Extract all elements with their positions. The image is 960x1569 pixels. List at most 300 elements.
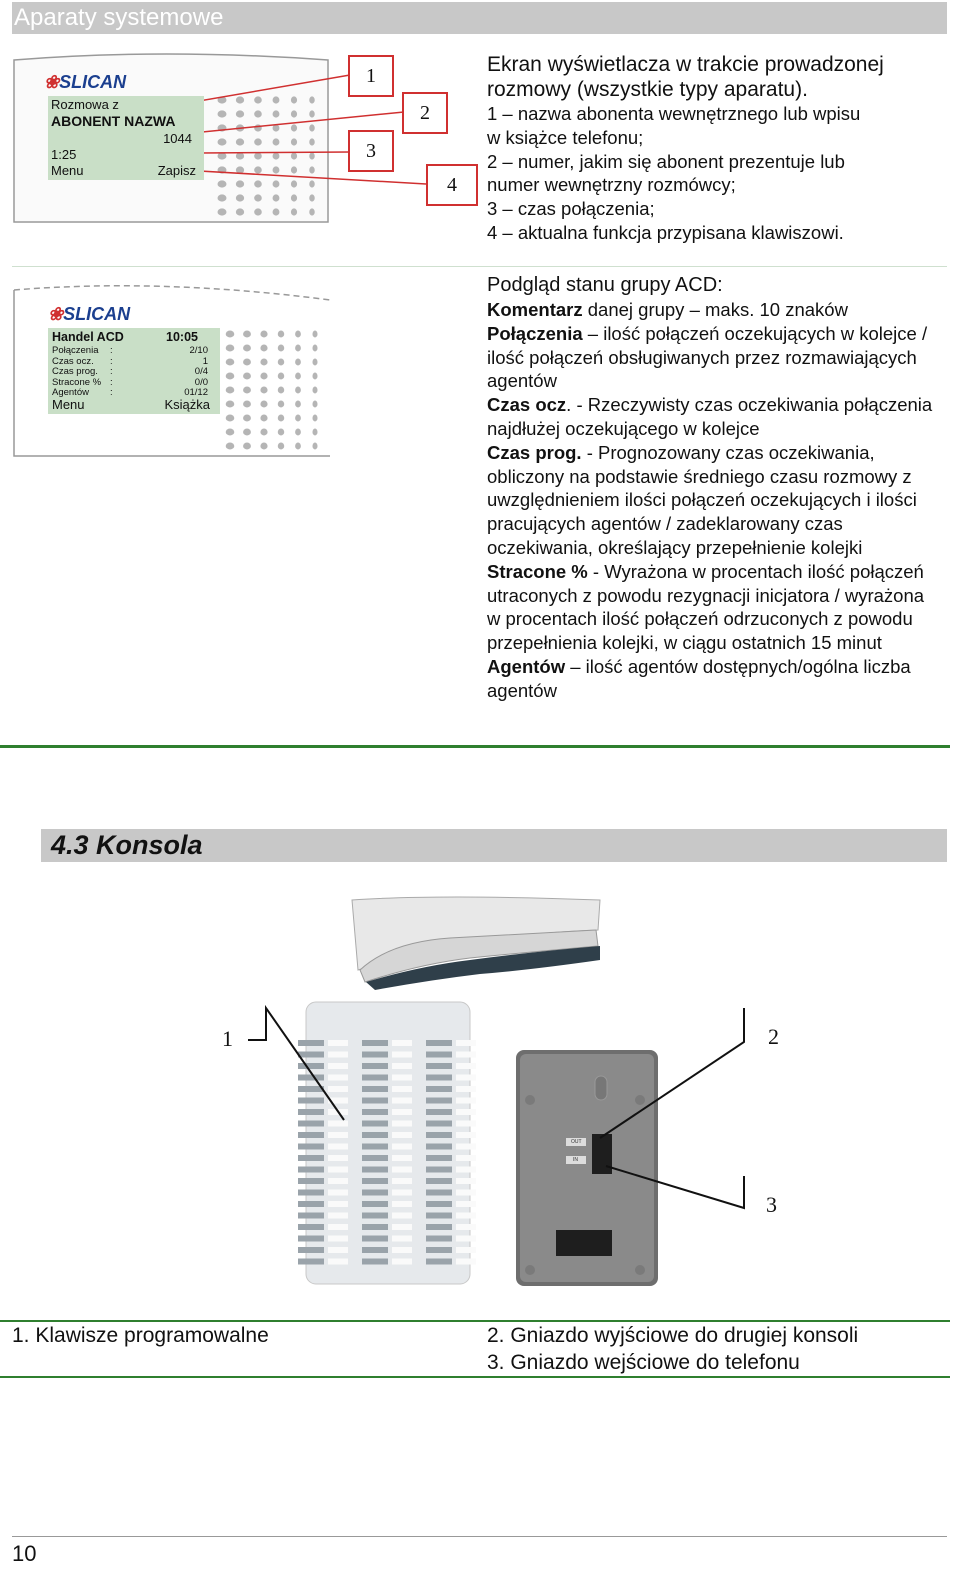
console-key — [298, 1098, 324, 1104]
description-2 — [487, 272, 937, 703]
console-key-label — [328, 1086, 348, 1092]
legend-item-1: 1. Klawisze programowalne — [12, 1324, 269, 1347]
console-key-label — [456, 1213, 476, 1219]
console-key-label — [328, 1040, 348, 1046]
console-key-label — [328, 1075, 348, 1081]
lcd-row-label: Agentów — [52, 387, 89, 398]
callout-2: 2 — [402, 92, 448, 134]
console-key — [426, 1098, 452, 1104]
description-1 — [487, 52, 947, 245]
lcd-row-value: 0/4 — [194, 366, 208, 377]
keypad-dot — [254, 180, 262, 187]
callout-4: 4 — [426, 164, 478, 206]
keypad-dot — [260, 443, 267, 450]
keypad-dot — [254, 110, 262, 117]
lcd-left-key: Menu — [51, 163, 84, 178]
lcd-title: Handel ACD — [52, 330, 124, 344]
console-key — [298, 1075, 324, 1081]
keypad-dot — [243, 373, 251, 380]
keypad-dot — [243, 331, 251, 338]
console-key — [362, 1178, 388, 1184]
keypad-dot — [295, 345, 301, 352]
console-key-label — [456, 1236, 476, 1242]
desc2-term: Stracone % — [487, 560, 588, 582]
desc2-item — [487, 298, 937, 322]
keypad-dot — [312, 401, 317, 408]
keypad-dot — [291, 166, 297, 173]
desc2-text: danej grupy – maks. 10 znaków — [582, 299, 848, 320]
brand-text: SLICAN — [63, 304, 131, 324]
keypad-dot — [295, 415, 301, 422]
console-key — [362, 1247, 388, 1253]
keypad-dot — [226, 359, 235, 366]
console-key-label — [392, 1213, 412, 1219]
keypad-dot — [254, 152, 262, 159]
console-key — [298, 1259, 324, 1265]
console-key-label — [328, 1190, 348, 1196]
console-key — [362, 1190, 388, 1196]
fig-label-3: 3 — [766, 1192, 777, 1217]
console-key — [426, 1075, 452, 1081]
console-key — [426, 1063, 452, 1069]
desc2-term: Komentarz — [487, 299, 583, 320]
logo-icon: ❀ — [44, 72, 60, 92]
keypad-dot — [312, 387, 317, 394]
keypad-dot — [295, 359, 301, 366]
keypad-dot — [273, 96, 280, 103]
console-key-label — [456, 1247, 476, 1253]
console-key — [298, 1224, 324, 1230]
console-key-label — [456, 1167, 476, 1173]
console-key — [426, 1259, 452, 1265]
section-bar — [41, 829, 947, 862]
console-key — [426, 1247, 452, 1253]
console-key — [362, 1040, 388, 1046]
console-key — [298, 1063, 324, 1069]
desc2-term: Połączenia — [487, 322, 583, 344]
keypad-dot — [273, 110, 280, 117]
console-key-label — [392, 1063, 412, 1069]
console-key-label — [392, 1075, 412, 1081]
keypad-dot — [278, 429, 285, 436]
console-key — [426, 1178, 452, 1184]
legend-item-2: 2. Gniazdo wyjściowe do drugiej konsoli — [487, 1324, 859, 1347]
desc2-text: . - Rzeczywisty czas oczekiwania połączenia najdłużej oczekującego w kolejce — [487, 394, 933, 439]
console-key-label — [392, 1086, 412, 1092]
brand-text: SLICAN — [59, 72, 127, 92]
console-key-label — [456, 1040, 476, 1046]
console-key — [426, 1086, 452, 1092]
console-key-label — [392, 1052, 412, 1058]
keypad-dot — [291, 194, 297, 201]
keypad-dot — [260, 373, 267, 380]
console-key — [362, 1155, 388, 1161]
keypad-dot — [260, 359, 267, 366]
brand-logo-2 — [48, 304, 130, 325]
desc2-item — [487, 393, 937, 441]
keypad-dot — [243, 345, 251, 352]
console-key-label — [392, 1236, 412, 1242]
console-key — [362, 1132, 388, 1138]
console-key — [362, 1236, 388, 1242]
console-key-label — [328, 1259, 348, 1265]
lcd-time: 10:05 — [166, 330, 198, 344]
console-figure — [200, 890, 800, 1290]
console-key-label — [392, 1109, 412, 1115]
console-key — [298, 1201, 324, 1207]
desc2-text: - Prognozowany czas oczekiwania, obliczony na podstawie średniego czasu rozmowy z uwzględnieniem ilości połączeń oczekujących i ilości pracujących agentów / zadeklarowany czas oczekiwania, określający przepełnienie kolejki — [487, 441, 917, 558]
console-key-label — [456, 1144, 476, 1150]
keypad-dot — [309, 138, 315, 145]
keypad-dot — [295, 387, 301, 394]
console-key — [298, 1144, 324, 1150]
keypad-dot — [226, 401, 235, 408]
console-key-label — [456, 1178, 476, 1184]
callout-3: 3 — [348, 130, 394, 172]
console-key — [362, 1052, 388, 1058]
lcd-screen-2 — [48, 328, 220, 414]
console-key — [426, 1109, 452, 1115]
keypad-dot — [312, 443, 317, 450]
console-key-label — [392, 1247, 412, 1253]
console-key-label — [328, 1063, 348, 1069]
console-key — [426, 1190, 452, 1196]
console-key — [426, 1155, 452, 1161]
keypad-dot — [273, 152, 280, 159]
keypad-dot — [218, 194, 227, 201]
console-key-label — [328, 1155, 348, 1161]
console-key-label — [456, 1121, 476, 1127]
keypad-dot — [260, 415, 267, 422]
console-key-label — [392, 1155, 412, 1161]
keypad-dot — [309, 96, 315, 103]
keypad-dot — [236, 138, 244, 145]
keypad-dot — [278, 387, 285, 394]
console-key — [426, 1040, 452, 1046]
desc1-line: 3 – czas połączenia; — [487, 198, 655, 220]
keypad-dot — [278, 401, 285, 408]
console-key-label — [328, 1178, 348, 1184]
console-key-label — [328, 1167, 348, 1173]
header-bar — [12, 2, 947, 34]
logo-icon: ❀ — [48, 304, 64, 324]
console-key-label — [456, 1224, 476, 1230]
keypad-dot — [236, 110, 244, 117]
console-key-label — [328, 1144, 348, 1150]
green-rule-3 — [0, 1376, 950, 1378]
console-key-label — [392, 1098, 412, 1104]
keypad-dot — [254, 166, 262, 173]
lcd-row-value: 01/12 — [184, 387, 208, 398]
desc1-line: Ekran wyświetlacza w trakcie prowadzonej — [487, 53, 884, 76]
console-key-label — [328, 1213, 348, 1219]
console-key-label — [392, 1144, 412, 1150]
keypad-dot — [260, 331, 267, 338]
console-key — [426, 1121, 452, 1127]
lcd-row-label: Czas prog. — [52, 366, 98, 377]
keypad-dot — [312, 331, 317, 338]
console-key — [362, 1109, 388, 1115]
console-key — [298, 1236, 324, 1242]
desc2-heading: Podgląd stanu grupy ACD: — [487, 274, 723, 296]
keypad-dot — [218, 110, 227, 117]
console-key — [362, 1167, 388, 1173]
desc2-term: Czas ocz — [487, 394, 567, 416]
console-key-label — [392, 1259, 412, 1265]
desc2-term: Agentów — [487, 655, 566, 677]
console-key-label — [392, 1178, 412, 1184]
keypad-dot — [309, 194, 315, 201]
keypad-dot — [312, 373, 317, 380]
lcd-row-sep: : — [110, 376, 113, 388]
port-out-label: OUT — [571, 1139, 582, 1145]
desc1-line: w książce telefonu; — [487, 126, 644, 148]
lcd-line-2: ABONENT NAZWA — [51, 113, 176, 129]
console-key — [298, 1247, 324, 1253]
console-key — [426, 1052, 452, 1058]
port-in-label: IN — [573, 1157, 578, 1163]
lcd-row-value: 1 — [202, 355, 208, 367]
console-key — [362, 1201, 388, 1207]
green-rule-2 — [0, 1320, 950, 1322]
keypad-dot — [295, 443, 301, 450]
console-key-label — [456, 1259, 476, 1265]
lcd-row-label: Połączenia — [52, 345, 99, 356]
desc1-line: rozmowy (wszystkie typy aparatu). — [487, 78, 808, 101]
keypad-dot — [254, 208, 262, 215]
lcd-row-sep: : — [110, 355, 113, 367]
phone-display-figure-1 — [12, 50, 482, 230]
console-key-label — [456, 1132, 476, 1138]
console-key — [426, 1201, 452, 1207]
console-key — [362, 1086, 388, 1092]
console-key-label — [392, 1224, 412, 1230]
keypad-dot — [312, 345, 317, 352]
console-key-label — [328, 1052, 348, 1058]
keypad-dot — [260, 345, 267, 352]
console-key-label — [456, 1155, 476, 1161]
keypad-dot — [226, 443, 235, 450]
keypad-dot — [312, 359, 317, 366]
keypad-dot — [236, 208, 244, 215]
console-key-label — [456, 1098, 476, 1104]
keypad-dot — [278, 373, 285, 380]
keypad-dot — [278, 415, 285, 422]
keypad-dot — [218, 138, 227, 145]
console-key — [362, 1063, 388, 1069]
console-key-label — [328, 1132, 348, 1138]
console-key-label — [456, 1052, 476, 1058]
console-key — [298, 1040, 324, 1046]
console-key — [426, 1132, 452, 1138]
console-key — [362, 1121, 388, 1127]
keypad-dot — [273, 180, 280, 187]
console-key — [298, 1190, 324, 1196]
keypad-dot — [291, 96, 297, 103]
keypad-dot — [291, 152, 297, 159]
desc2-item — [487, 655, 937, 703]
lcd-row-sep: : — [110, 345, 113, 356]
keypad-dot — [291, 110, 297, 117]
console-key — [298, 1121, 324, 1127]
keypad-dot — [254, 138, 262, 145]
keypad-dot — [243, 443, 251, 450]
desc1-line: numer wewnętrzny rozmówcy; — [487, 174, 736, 196]
console-key-label — [456, 1190, 476, 1196]
lcd-screen-1 — [48, 96, 204, 180]
console-key-label — [328, 1121, 348, 1127]
console-key-label — [456, 1086, 476, 1092]
lcd-right-key: Książka — [164, 397, 210, 412]
desc2-text: - Wyrażona w procentach ilość połączeń utraconych z powodu rezygnacji inicjatora / wyrażona w procentach ilość połączeń odrzuconych z powodu przepełnienia kolejki, w ciągu ostatnich 15 minut — [487, 560, 925, 654]
lcd-row-label: Czas ocz. — [52, 355, 94, 367]
keypad-dot — [278, 359, 285, 366]
console-key-label — [392, 1132, 412, 1138]
keypad-dot — [243, 401, 251, 408]
keypad-dot — [291, 124, 297, 131]
keypad-dot — [291, 180, 297, 187]
keypad-dot — [309, 110, 315, 117]
keypad-dot — [260, 401, 267, 408]
console-key-label — [392, 1201, 412, 1207]
page-header-title: Aparaty systemowe — [14, 4, 224, 31]
keypad-dot — [236, 194, 244, 201]
keypad-dot — [309, 208, 315, 215]
keypad-dot — [309, 180, 315, 187]
console-key — [426, 1224, 452, 1230]
keypad-dot — [226, 331, 235, 338]
desc1-line: 2 – numer, jakim się abonent prezentuje lub — [487, 150, 845, 172]
keypad-dot — [260, 429, 267, 436]
keypad-dot — [309, 152, 315, 159]
green-rule-1 — [0, 745, 950, 748]
keypad-dot — [291, 208, 297, 215]
keypad-dot — [278, 345, 285, 352]
keypad-dot — [226, 373, 235, 380]
keypad-dot — [295, 373, 301, 380]
keypad-dot — [295, 331, 301, 338]
keypad-dot — [236, 96, 244, 103]
lcd-time: 1:25 — [51, 147, 77, 162]
console-key — [426, 1144, 452, 1150]
console-key — [298, 1132, 324, 1138]
console-key-label — [328, 1236, 348, 1242]
console-key — [426, 1167, 452, 1173]
legend-item-3: 3. Gniazdo wejściowe do telefonu — [487, 1351, 800, 1374]
desc2-term: Czas prog. — [487, 441, 582, 463]
console-key-label — [392, 1167, 412, 1173]
console-key — [362, 1075, 388, 1081]
footer-rule — [12, 1536, 947, 1537]
keypad-dot — [278, 443, 285, 450]
keypad-dot — [236, 180, 244, 187]
console-key — [298, 1155, 324, 1161]
keypad-dot — [273, 138, 280, 145]
console-key — [298, 1213, 324, 1219]
lcd-row-label: Stracone % — [52, 376, 102, 388]
console-key-label — [328, 1247, 348, 1253]
console-key — [362, 1213, 388, 1219]
console-key-label — [456, 1063, 476, 1069]
console-key — [298, 1167, 324, 1173]
keypad-dot — [243, 429, 251, 436]
keypad-dot — [312, 429, 317, 436]
keypad-dot — [243, 359, 251, 366]
lcd-row-value: 0/0 — [194, 376, 208, 388]
keypad-dot — [312, 415, 317, 422]
lcd-right-key: Zapisz — [157, 163, 196, 178]
fig-label-2: 2 — [768, 1024, 779, 1049]
console-key — [362, 1259, 388, 1265]
lcd-line-3: 1044 — [163, 131, 192, 146]
brand-logo-1 — [44, 72, 126, 93]
keypad-dot — [226, 415, 235, 422]
console-key-label — [392, 1190, 412, 1196]
desc2-text: – ilość agentów dostępnych/ogólna liczba agentów — [487, 655, 911, 701]
desc2-item — [487, 560, 937, 655]
desc2-item — [487, 441, 937, 560]
section-title: 4.3 Konsola — [51, 830, 203, 860]
desc1-line: 1 – nazwa abonenta wewnętrznego lub wpisu — [487, 103, 861, 124]
keypad-dot — [273, 194, 280, 201]
keypad-dot — [291, 138, 297, 145]
console-key — [362, 1224, 388, 1230]
keypad-dot — [273, 208, 280, 215]
keypad-dot — [295, 429, 301, 436]
keypad-dot — [243, 387, 251, 394]
console-drawing — [200, 890, 800, 1290]
console-key — [426, 1236, 452, 1242]
keypad-dot — [309, 124, 315, 131]
lcd-left-key: Menu — [52, 397, 85, 412]
keypad-dot — [260, 387, 267, 394]
console-key-label — [392, 1040, 412, 1046]
lcd-line-1: Rozmowa z — [51, 97, 119, 112]
fig-label-1: 1 — [222, 1026, 233, 1051]
lcd-row-sep: : — [110, 366, 113, 377]
keypad-dot — [226, 387, 235, 394]
divider — [12, 266, 947, 267]
console-key — [426, 1213, 452, 1219]
keypad-dot — [309, 166, 315, 173]
keypad-dot — [278, 331, 285, 338]
console-key-label — [328, 1201, 348, 1207]
console-key — [298, 1109, 324, 1115]
desc2-text: – ilość połączeń oczekujących w kolejce / ilość połączeń obsługiwanych przez rozmawiających agentów — [487, 322, 928, 392]
keypad-dot — [254, 194, 262, 201]
desc2-item — [487, 322, 937, 393]
keypad-dot — [273, 166, 280, 173]
keypad-dot — [226, 429, 235, 436]
lcd-row-sep: : — [110, 387, 113, 398]
lcd-row-value: 2/10 — [189, 345, 208, 356]
callout-1: 1 — [348, 55, 394, 97]
console-key — [298, 1178, 324, 1184]
console-key-label — [456, 1109, 476, 1115]
console-key-label — [392, 1121, 412, 1127]
phone-display-figure-2 — [12, 282, 332, 458]
console-key-label — [456, 1075, 476, 1081]
desc1-line: 4 – aktualna funkcja przypisana klawiszowi. — [487, 221, 844, 243]
keypad-dot — [254, 96, 262, 103]
console-key-label — [328, 1224, 348, 1230]
keypad-dot — [295, 401, 301, 408]
console-key — [362, 1144, 388, 1150]
console-key — [362, 1098, 388, 1104]
console-key — [298, 1052, 324, 1058]
keypad-dot — [218, 208, 227, 215]
page-number: 10 — [12, 1541, 37, 1566]
